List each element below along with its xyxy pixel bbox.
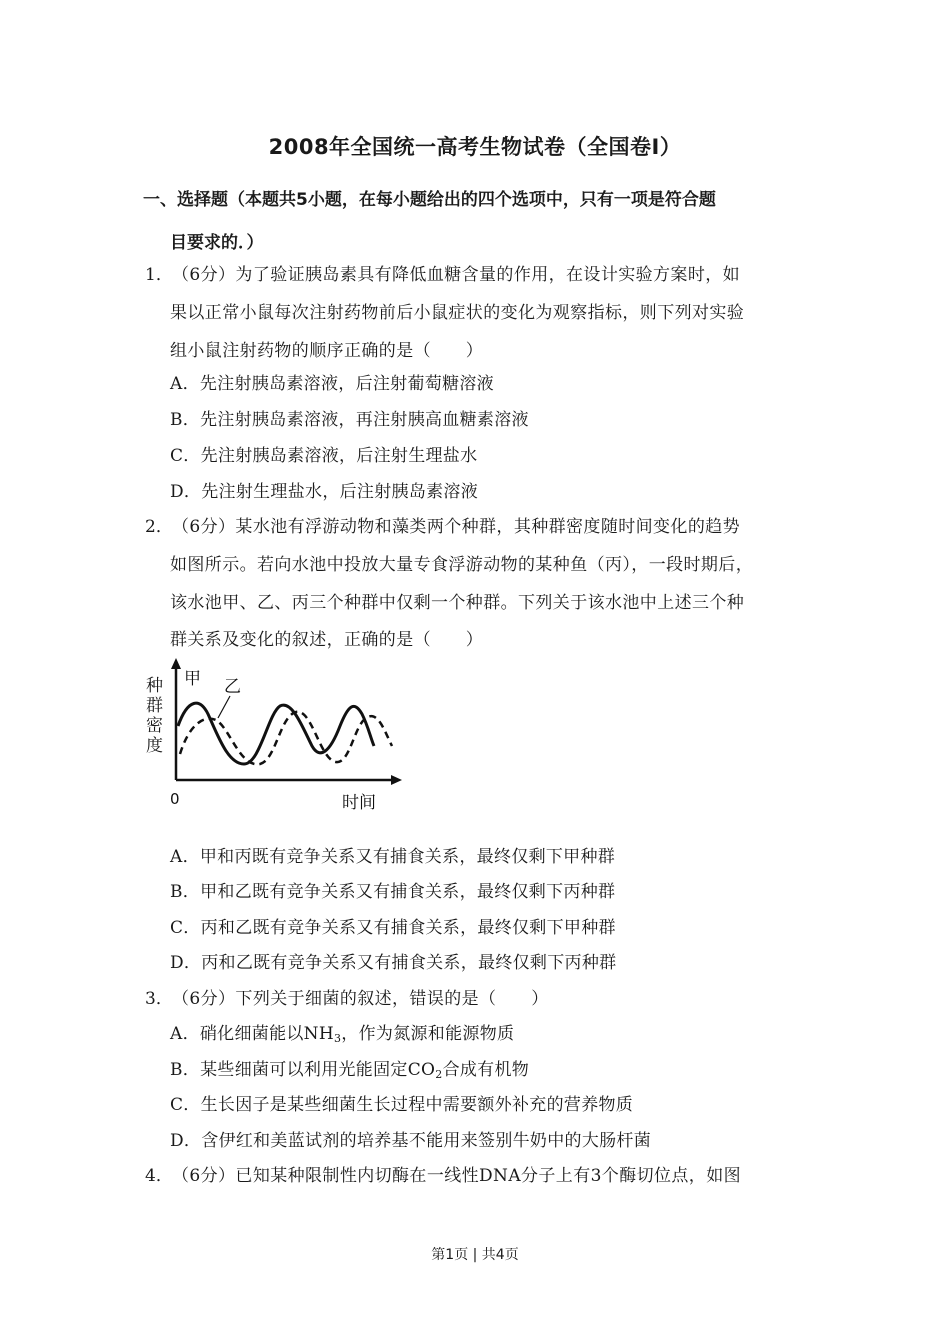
question-2-stem-line: 该水池甲、乙、丙三个种群中仅剩一个种群。下列关于该水池中上述三个种: [170, 593, 745, 613]
page-footer: 第1页 | 共4页: [431, 1247, 519, 1263]
series-label-yi: 乙: [224, 677, 241, 697]
x-axis-label: 时间: [342, 793, 376, 813]
subscript: 2: [435, 1068, 443, 1081]
series-yi-curve: [180, 712, 392, 764]
option-text: ，作为氮源和能源物质: [341, 1024, 515, 1044]
series-jia-curve: [178, 703, 374, 764]
option-text: A．硝化细菌能以NH: [170, 1024, 334, 1044]
question-2-option-c[interactable]: C．丙和乙既有竞争关系又有捕食关系，最终仅剩下甲种群: [170, 918, 616, 938]
question-2-option-b[interactable]: B．甲和乙既有竞争关系又有捕食关系，最终仅剩下丙种群: [170, 882, 616, 902]
question-3-option-a[interactable]: [170, 1019, 514, 1044]
question-1-stem-line: 果以正常小鼠每次注射药物前后小鼠症状的变化为观察指标，则下列对实验: [170, 303, 745, 323]
question-1-option-c[interactable]: C．先注射胰岛素溶液，后注射生理盐水: [170, 446, 478, 466]
y-axis-arrow: [171, 658, 181, 669]
question-2-stem-line: 群关系及变化的叙述，正确的是（ ）: [170, 630, 484, 650]
question-1-option-a[interactable]: A．先注射胰岛素溶液，后注射葡萄糖溶液: [170, 374, 494, 394]
question-1-number: 1．: [145, 265, 173, 285]
question-4-number: 4．: [145, 1166, 173, 1186]
question-3-option-d[interactable]: D．含伊红和美蓝试剂的培养基不能用来签别牛奶中的大肠杆菌: [170, 1131, 652, 1151]
section-heading: 一、选择题（本题共5小题，在每小题给出的四个选项中，只有一项是符合题: [143, 190, 716, 210]
option-text: 合成有机物: [442, 1060, 530, 1080]
question-2-stem-line: （6分）某水池有浮游动物和藻类两个种群，其种群密度随时间变化的趋势: [172, 517, 741, 537]
question-1-option-d[interactable]: D．先注射生理盐水，后注射胰岛素溶液: [170, 482, 479, 502]
series-label-yi-pointer: [218, 696, 230, 718]
question-3-number: 3．: [145, 989, 173, 1009]
subscript: 3: [333, 1032, 342, 1045]
question-2-option-a[interactable]: A．甲和丙既有竞争关系又有捕食关系，最终仅剩下甲种群: [170, 847, 616, 867]
x-axis-arrow: [391, 775, 402, 785]
question-1-stem-line: 组小鼠注射药物的顺序正确的是（ ）: [170, 341, 484, 361]
question-2-number: 2．: [145, 517, 173, 537]
question-4-stem-line: （6分）已知某种限制性内切酶在一线性DNA分子上有3个酶切位点，如图: [172, 1166, 742, 1186]
question-3-stem-line: （6分）下列关于细菌的叙述，错误的是（ ）: [172, 989, 549, 1009]
option-text: B．某些细菌可以利用光能固定CO: [170, 1060, 436, 1080]
question-2-option-d[interactable]: D．丙和乙既有竞争关系又有捕食关系，最终仅剩下丙种群: [170, 953, 617, 973]
population-density-graph: [144, 656, 414, 816]
question-1-stem-line: （6分）为了验证胰岛素具有降低血糖含量的作用，在设计实验方案时，如: [172, 265, 741, 285]
question-3-option-b[interactable]: [170, 1055, 529, 1080]
page-title: 2008年全国统一高考生物试卷（全国卷Ⅰ）: [268, 135, 682, 159]
y-axis-label: 种群密度: [146, 676, 163, 756]
series-label-jia: 甲: [184, 669, 201, 689]
question-3-option-c[interactable]: C．生长因子是某些细菌生长过程中需要额外补充的营养物质: [170, 1095, 634, 1115]
question-1-option-b[interactable]: B．先注射胰岛素溶液，再注射胰高血糖素溶液: [170, 410, 529, 430]
question-2-stem-line: 如图所示。若向水池中投放大量专食浮游动物的某种鱼（丙），一段时期后，: [170, 555, 754, 575]
section-heading-cont: 目要求的．）: [170, 233, 264, 253]
origin-label: 0: [170, 790, 180, 808]
